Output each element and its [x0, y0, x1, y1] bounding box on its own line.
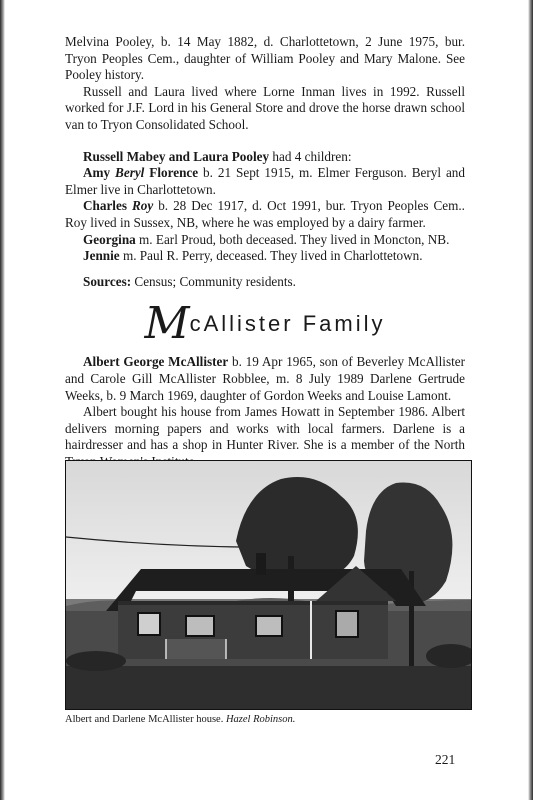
child-entry-jennie: Jennie m. Paul R. Perry, deceased. They lived in Charlottetown.: [83, 248, 423, 264]
paragraph-russell-laura: Russell and Laura lived where Lorne Inman lives in 1992. Russell worked for J.F. Lord in his General Store and drove the horse drawn school van to Tryon Consolidated School.: [65, 83, 465, 132]
sources-line: Sources: Census; Community residents.: [83, 273, 296, 289]
page-number: 221: [435, 752, 456, 767]
paragraph-melvina: Melvina Pooley, b. 14 May 1882, d. Charlottetown, 2 June 1975, bur. Tryon Peoples Cem., daughter of William Pooley and Mary Malone. See Pooley history.: [65, 34, 465, 83]
child-entry-amy: Amy Beryl Florence b. 21 Sept 1915, m. Elmer Ferguson. Beryl and Elmer live in Charlottetown.: [65, 165, 465, 197]
section-title: [65, 298, 465, 350]
scan-edge-right: [528, 0, 533, 800]
house-photo: [65, 460, 472, 710]
photo-credit: Hazel Robinson.: [225, 714, 296, 725]
house-photo-image: [66, 461, 471, 709]
section-title-text: cAllister Family: [189, 311, 386, 337]
child-entry-georgina: Georgina m. Earl Proud, both deceased. They lived in Moncton, NB.: [83, 231, 450, 247]
scan-edge-left: [0, 0, 5, 800]
photo-caption-text: Albert and Darlene McAllister house.: [65, 714, 226, 725]
albert-george-name: Albert George McAllister: [83, 354, 229, 370]
children-heading: [65, 149, 465, 166]
child-entry-charles: Charles Roy b. 28 Dec 1917, d. Oct 1991, bur. Tryon Peoples Cem.. Roy lived in Sussex, NB, where he was employed by a dairy farmer.: [65, 198, 465, 230]
children-heading-count: had 4 children:: [269, 148, 352, 164]
paragraph-albert-house: Albert bought his house from James Howatt in September 1986. Albert delivers morning papers and works with local farmers. Darlene is a hairdresser and has a shop in Hunter River. She is a member of the North: [65, 404, 465, 453]
section-title-initial: M: [144, 298, 190, 350]
photo-caption: [65, 714, 295, 725]
paragraph-albert-george: Albert George McAllister b. 19 Apr 1965, son of Beverley McAllister and Carole Gill McAllister Robblee, m. 8 July 1989 Darlene Gertrude Weeks, b. 9 March 1969, daughter of Gordon Weeks and Louise Lamont.: [65, 354, 466, 403]
page-text: [65, 34, 465, 470]
children-heading-names: Russell Mabey and Laura Pooley: [83, 148, 270, 164]
